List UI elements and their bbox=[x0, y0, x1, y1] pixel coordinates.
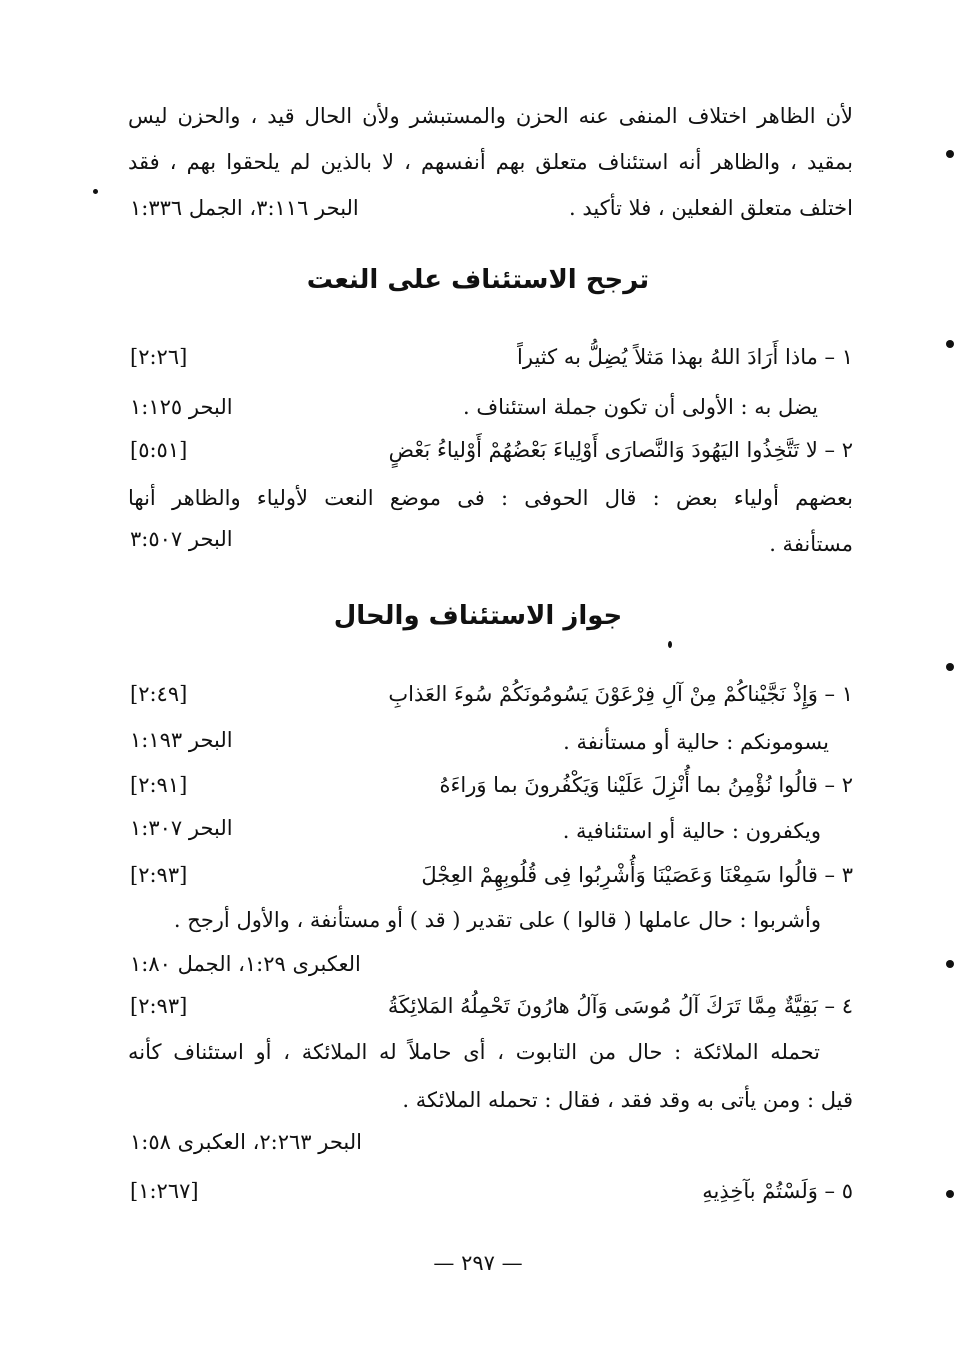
source-citation: البحر ١:٣٠٧ bbox=[130, 816, 233, 840]
verse-line: ٢ – قالُوا نُؤْمِنُ بما أُنْزِلَ عَلَيْنا وَيَكْفُرونَ بما وَراءَهُ bbox=[439, 773, 853, 797]
verse-reference: [٢:٩١] bbox=[130, 773, 188, 797]
commentary-line: وأشربوا : حال عاملها ( قالوا ) على تقدير ( قد ) أو مستأنفة ، والأول أرجح . bbox=[173, 908, 821, 932]
scan-mark bbox=[946, 960, 954, 968]
section-heading-preference: ترجح الاستئناف على النعت bbox=[306, 265, 650, 295]
commentary-line: يضل به : الأولى أن تكون جملة استئناف . bbox=[463, 395, 818, 419]
verse-reference: [٥:٥١] bbox=[130, 438, 188, 462]
section-heading-permissibility: جواز الاستئناف والحال bbox=[333, 601, 623, 631]
scan-speck bbox=[668, 641, 672, 648]
source-citation: العكبرى ١:٢٩، الجمل ١:٨٠ bbox=[130, 952, 361, 976]
scan-mark bbox=[946, 663, 954, 671]
source-citation: البحر ٣:٥٠٧ bbox=[130, 527, 233, 551]
commentary-line: قيل : ومن يأتى به وقد فقد ، فقال : تحمله الملائكة . bbox=[402, 1088, 853, 1112]
commentary-line: ويكفرون : حالية أو استئنافية . bbox=[562, 819, 821, 843]
verse-line: ٣ – قالُوا سَمِعْنَا وَعَصَيْنَا وَأُشْرِبُوا فِى قُلُوبِهِمْ العِجْلَ bbox=[421, 863, 853, 887]
scan-speck bbox=[93, 189, 98, 194]
commentary-line: مستأنفة . bbox=[769, 532, 853, 556]
verse-line: ٤ – بَقِيَّةٌ مِمَّا تَرَكَ آلُ مُوسَى وَآلُ هارُونَ تَحْمِلُهُ المَلائِكَةُ bbox=[387, 994, 853, 1018]
source-citation: البحر ١:١٢٥ bbox=[130, 395, 233, 419]
intro-line-3: اختلف متعلق الفعلين ، فلا تأكيد . bbox=[569, 196, 853, 220]
verse-reference: [٢:٩٣] bbox=[130, 863, 188, 887]
verse-reference: [١:٢٦٧] bbox=[130, 1179, 199, 1203]
verse-reference: [٢:٤٩] bbox=[130, 682, 188, 706]
scan-mark bbox=[946, 340, 954, 348]
source-citation: البحر ١:١٩٣ bbox=[130, 728, 233, 752]
intro-line-2: بمقيد ، والظاهر أنه استئناف متعلق بهم أنفسهم ، لا بالذين لم يلحقوا بهم ، فقد bbox=[128, 150, 853, 174]
verse-reference: [٢:٢٦] bbox=[130, 345, 188, 369]
verse-reference: [٢:٩٣] bbox=[130, 994, 188, 1018]
commentary-line: تحمله الملائكة : حال من التابوت ، أى حاملاً له الملائكة ، أو استئناف كأنه bbox=[128, 1040, 820, 1064]
source-citation: البحر ٢:٢٦٣، العكبرى ١:٥٨ bbox=[130, 1130, 362, 1154]
scan-mark bbox=[946, 150, 954, 158]
page-number: — ٢٩٧ — bbox=[433, 1251, 523, 1275]
verse-line: ٢ – لا تَتَّخِذُوا اليَهُودَ وَالنَّصارَى أَوْلِياءَ بَعْضُهُمْ أَوْلياءُ بَعْضٍ bbox=[388, 438, 853, 462]
intro-source: البحر ٣:١١٦، الجمل ١:٣٣٦ bbox=[130, 196, 359, 220]
commentary-line: يسومونكم : حالية أو مستأنفة . bbox=[563, 730, 829, 754]
scan-mark bbox=[946, 1190, 954, 1198]
verse-line: ١ – وَإِذْ نَجَّيْناكُمْ مِنْ آلِ فِرْعَوْنَ يَسُومُونَكُمْ سُوءَ العَذابِ bbox=[388, 682, 853, 706]
verse-line: ١ – ماذا أَرَادَ اللهُ بهذا مَثلاً يُضِلُّ به كثيراً bbox=[517, 345, 853, 369]
intro-line-1: لأن الظاهر اختلاف المنفى عنه الحزن والمستبشر ولأن الحال قيد ، والحزن ليس bbox=[128, 104, 853, 128]
verse-line: ٥ – وَلَسْتُمْ بآخِذِيهِ bbox=[702, 1179, 853, 1203]
commentary-line: بعضهم أولياء بعض : قال الحوفى : فى موضع النعت لأولياء والظاهر أنها bbox=[128, 486, 853, 510]
